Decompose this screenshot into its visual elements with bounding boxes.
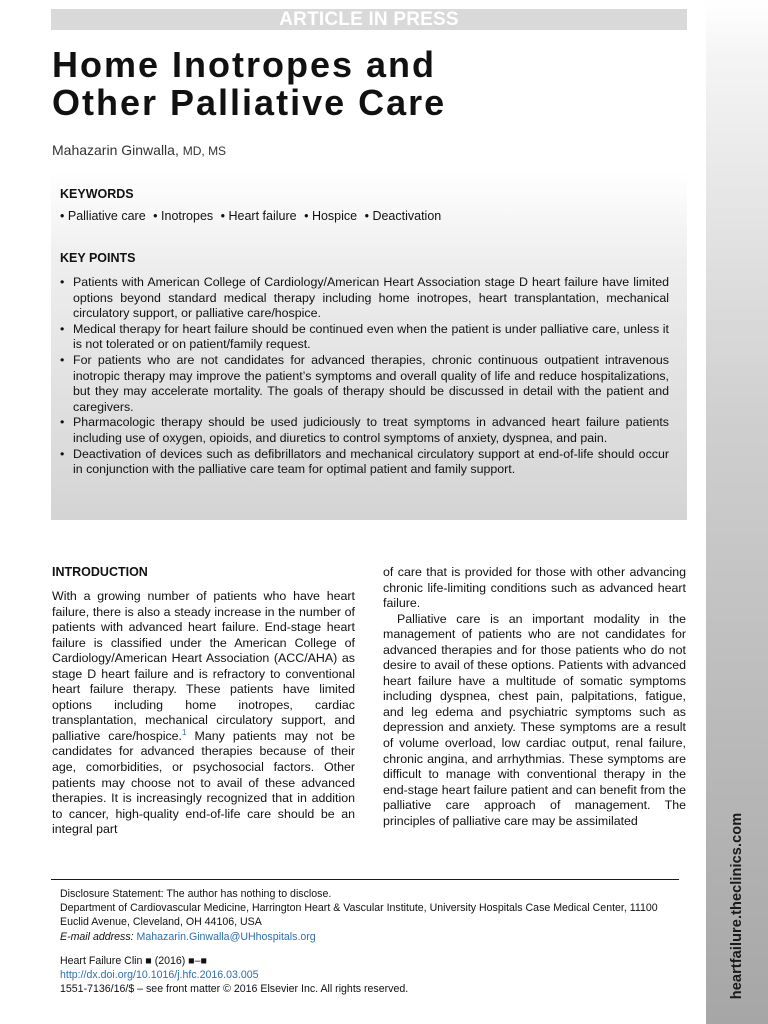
key-point-item: • Deactivation of devices such as defibrillators and mechanical circulatory support at end-of-life should occur in conjunction with the palliative care team for optimal patient and family support. [60, 447, 669, 478]
keyword-item: • Inotropes [153, 209, 214, 223]
keyword-item: • Heart failure [220, 209, 297, 223]
footer-divider [51, 879, 679, 880]
keyword-item: • Deactivation [364, 209, 442, 223]
intro-paragraph-2: Palliative care is an important modality in the management of patients who are not candidates for advanced therapies and for those patients who do not desire to avail of these options. Patients with advanced heart failure have a multitude of somatic symptoms including dyspnea, chest pain, palpitations, fatigue, and leg edema and psychiatric symptoms such as depression and anxiety. These symptoms are a result of volume overload, low cardiac output, renal failure, chronic angina, and arrhythmias. These symptoms are difficult to manage with conventional therapy in the end-stage heart failure patient and can benefit from the palliative care approach of management. The principles of palliative care may be assimilated [383, 611, 686, 828]
journal-side-url[interactable]: heartfailure.theclinics.com [729, 812, 745, 1000]
keywords-list [60, 209, 445, 223]
key-point-item: • Patients with American College of Cardiology/American Heart Association stage D heart failure have limited options beyond standard medical therapy including home inotropes, heart transplantation, mechanical circulatory support, or palliative care/hospice. [60, 275, 669, 322]
article-in-press-banner: ARTICLE IN PRESS [51, 9, 687, 30]
reference-link[interactable]: 1 [182, 727, 187, 737]
title-line-2: Other Palliative Care [52, 82, 447, 123]
email-label: E-mail address: [60, 930, 134, 943]
footer-notes [60, 887, 680, 996]
introduction-heading: INTRODUCTION [52, 565, 148, 579]
author-name: Mahazarin Ginwalla, [52, 142, 179, 158]
author-affiliation: Department of Cardiovascular Medicine, Harrington Heart & Vascular Institute, University Hospitals Case Medical Center, 11100 Euclid Avenue, Cleveland, OH 44106, USA [60, 902, 658, 929]
keyword-item: • Palliative care [60, 209, 146, 223]
intro-paragraph-1: With a growing number of patients who have heart failure, there is also a steady increase in the number of patients with advanced heart failure. End-stage heart failure is classified under the American College of Cardiology/American Heart Association (ACC/AHA) as stage D heart failure and is refractory to conventional heart failure therapy. These patients have limited options including home inotropes, cardiac transplantation, mechanical circulatory support, and palliative care/hospice.$^1$ Many patients may not be candidates for advanced therapies because of their age, comorbidities, or psychosocial factors. Other patients may choose not to avail of these advanced therapies. It is increasingly recognized that in addition to cancer, high-quality end-of-life care should be an integral part [52, 589, 355, 837]
key-point-item: • Medical therapy for heart failure should be continued even when the patient is under palliative care, unless it is not tolerated or on patient/family request. [60, 322, 669, 353]
email-line [60, 930, 680, 944]
author-line [52, 142, 226, 158]
keywords-heading: KEYWORDS [60, 187, 134, 201]
key-point-item: • Pharmacologic therapy should be used judiciously to treat symptoms in advanced heart failure patients including use of oxygen, opioids, and diuretics to control symptoms of anxiety, dyspnea, and pain. [60, 415, 669, 446]
disclosure-statement: Disclosure Statement: The author has nothing to disclose. [60, 888, 332, 900]
key-points-heading: KEY POINTS [60, 251, 136, 265]
doi-link[interactable]: http://dx.doi.org/10.1016/j.hfc.2016.03.005 [60, 969, 259, 982]
key-points-list [60, 275, 669, 478]
author-credentials: MD, MS [182, 144, 227, 158]
email-link[interactable]: Mahazarin.Ginwalla@UHhospitals.org [136, 930, 316, 943]
title-line-1: Home Inotropes and [52, 44, 437, 85]
keyword-item: • Hospice [304, 209, 358, 223]
intro-paragraph-1-continued: of care that is provided for those with other advancing chronic life-limiting conditions such as advanced heart failure. [383, 565, 686, 611]
key-point-item: • For patients who are not candidates for advanced therapies, chronic continuous outpatient intravenous inotropic therapy may improve the patient’s symptoms and overall quality of life and reduce hospitalizations, but they may accelerate mortality. The goals of therapy should be discussed in detail with the patient and caregivers. [60, 353, 669, 415]
article-title [52, 46, 692, 122]
journal-citation: Heart Failure Clin ■ (2016) ■–■ [60, 954, 207, 967]
copyright-line: 1551-7136/16/$ – see front matter © 2016 Elsevier Inc. All rights reserved. [60, 983, 409, 996]
body-column-right [383, 565, 686, 829]
body-column-left [52, 589, 355, 838]
